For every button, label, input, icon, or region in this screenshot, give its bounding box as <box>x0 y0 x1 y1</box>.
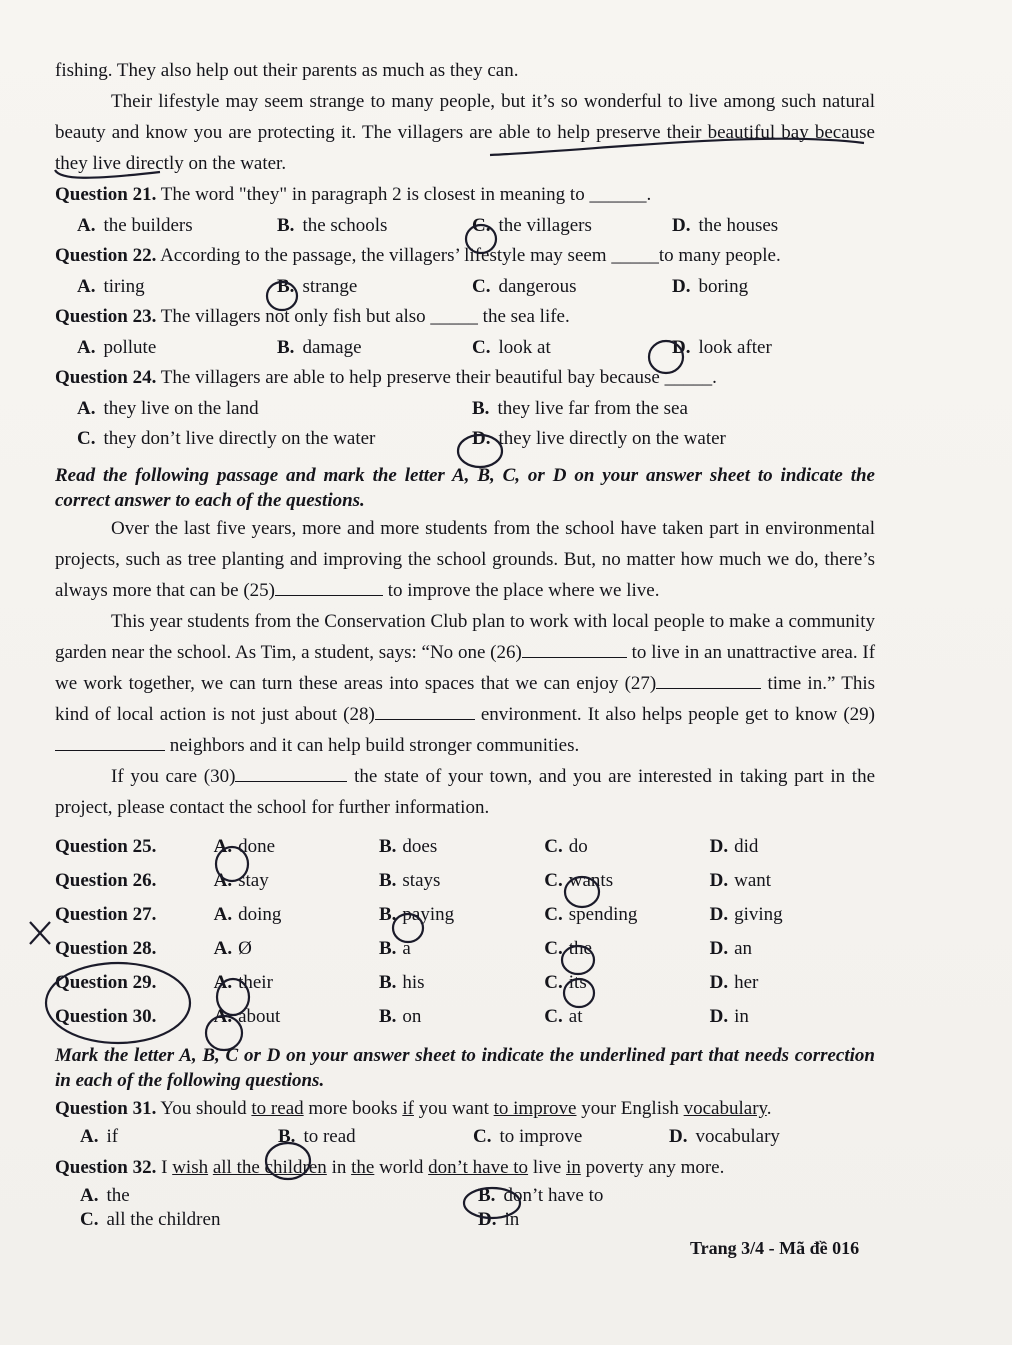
question-label: Question 24. <box>55 367 157 388</box>
question-label: Question 25. <box>55 835 157 857</box>
page-content <box>55 55 875 1231</box>
question-21 <box>55 179 875 240</box>
underlined-part: vocabulary <box>683 1098 767 1119</box>
option-d[interactable]: D. in <box>709 1005 749 1027</box>
blank-27[interactable] <box>656 670 761 689</box>
blank-30[interactable] <box>235 763 347 782</box>
question-label: Question 29. <box>55 971 157 993</box>
question-label: Question 28. <box>55 937 157 959</box>
option-a[interactable]: A. doing <box>213 903 282 925</box>
option-b[interactable]: B. his <box>378 971 425 993</box>
question-label: Question 30. <box>55 1005 157 1027</box>
grid-question-row <box>55 931 875 965</box>
question-text: The villagers are able to help preserve their beautiful bay because _____. <box>160 367 717 388</box>
grid-question-row <box>55 829 875 863</box>
option-c[interactable]: C. they don’t live directly on the water <box>77 427 376 449</box>
question-32: Question 32. I wish all the children in the world don’t have to live in poverty any more. A. the B. don’t have to C. all the children D. in <box>55 1152 875 1231</box>
option-b[interactable]: B. does <box>378 835 438 857</box>
option-d[interactable]: D. they live directly on the water <box>472 427 726 449</box>
question-text: According to the passage, the villagers’ lifestyle may seem _____to many people. <box>160 245 781 266</box>
option-b[interactable]: B. damage <box>277 336 362 358</box>
question-label: Question 22. <box>55 245 157 266</box>
option-c[interactable]: C. dangerous <box>472 275 577 297</box>
option-d[interactable]: D. boring <box>672 275 749 297</box>
question-label: Question 23. <box>55 306 157 327</box>
question-24 <box>55 362 875 453</box>
option-a[interactable]: A. about <box>213 1005 281 1027</box>
option-a[interactable]: A. if <box>80 1125 119 1147</box>
option-c[interactable]: C. do <box>544 835 588 857</box>
underlined-part: wish <box>172 1157 209 1178</box>
question-label: Question 27. <box>55 903 157 925</box>
passage-paragraph: Their lifestyle may seem strange to many people, but it’s so wonderful to live among such natural beauty and know you are protecting it. The villagers are able to help preserve their beautiful bay because they live directly on the water. <box>55 91 875 174</box>
option-a[interactable]: A. they live on the land <box>77 397 259 419</box>
option-d[interactable]: D. vocabulary <box>669 1125 780 1147</box>
option-b[interactable]: B. to read <box>278 1125 356 1147</box>
underlined-part: to read <box>251 1098 304 1119</box>
cloze-paragraph-2: This year students from the Conservation Club plan to work with local people to make a community garden near the school. As Tim, a student, says: “No one (26) to live in an unattractive area. If we work together, we can turn these areas into spaces that we can enjoy (27) time in.” This kind of local action is not just about (28) environment. It also helps people get to know (29) neighbors and it can help build stronger communities. <box>55 611 876 756</box>
option-b[interactable]: B. paying <box>378 903 455 925</box>
underlined-part: to improve <box>493 1098 577 1119</box>
blank-29[interactable] <box>55 732 165 751</box>
option-c[interactable]: C. the <box>544 937 592 959</box>
grid-question-row <box>55 965 875 999</box>
section-instruction: Mark the letter A, B, C or D on your answer sheet to indicate the underlined part that needs correction in each of the following questions. <box>55 1045 875 1091</box>
option-a[interactable]: A. Ø <box>213 937 252 959</box>
option-b[interactable]: B. the schools <box>277 214 388 236</box>
option-b[interactable]: B. they live far from the sea <box>472 397 688 419</box>
underlined-part: in <box>566 1157 581 1178</box>
option-a[interactable]: A. the <box>80 1184 130 1206</box>
question-31: Question 31. You should to read more books if you want to improve your English vocabulary. A. if B. to read C. to improve D. vocabulary <box>55 1093 875 1148</box>
section-instruction: Read the following passage and mark the letter A, B, C, or D on your answer sheet to indicate the correct answer to each of the questions. <box>55 465 875 511</box>
answer-grid <box>55 829 875 1033</box>
question-label: Question 21. <box>55 184 157 205</box>
question-text: The word "they" in paragraph 2 is closest in meaning to ______. <box>160 184 652 205</box>
option-d[interactable]: D. her <box>709 971 759 993</box>
underlined-part: if <box>402 1098 414 1119</box>
option-d[interactable]: D. an <box>709 937 753 959</box>
grid-question-row <box>55 897 875 931</box>
option-a[interactable]: A. their <box>213 971 273 993</box>
grid-question-row <box>55 863 875 897</box>
option-d[interactable]: D. the houses <box>672 214 779 236</box>
question-label: Question 32. <box>55 1157 157 1178</box>
page-footer: Trang 3/4 - Mã đề 016 <box>690 1238 860 1258</box>
option-c[interactable]: C. at <box>544 1005 583 1027</box>
option-a[interactable]: A. done <box>213 835 276 857</box>
option-c[interactable]: C. spending <box>544 903 638 925</box>
option-a[interactable]: A. stay <box>213 869 269 891</box>
option-c[interactable]: C. its <box>544 971 587 993</box>
passage-line: fishing. They also help out their parents as much as they can. <box>55 60 519 81</box>
question-23 <box>55 301 875 362</box>
blank-25[interactable] <box>275 577 383 596</box>
cloze-paragraph-1: Over the last five years, more and more students from the school have taken part in environmental projects, such as tree planting and improving the school grounds. But, no matter how much we do, there’s always more that can be (25) to improve the place where we live. <box>55 518 875 601</box>
option-d[interactable]: D. want <box>709 869 772 891</box>
option-c[interactable]: C. to improve <box>473 1125 583 1147</box>
underlined-part: don’t have to <box>428 1157 529 1178</box>
question-text: The villagers not only fish but also _____ the sea life. <box>160 306 570 327</box>
question-label: Question 26. <box>55 869 157 891</box>
option-d[interactable]: D. did <box>709 835 759 857</box>
question-label: Question 31. <box>55 1098 157 1119</box>
blank-28[interactable] <box>375 701 475 720</box>
option-d[interactable]: D. in <box>478 1208 520 1230</box>
cross-mark <box>30 922 50 944</box>
option-b[interactable]: B. strange <box>277 275 358 297</box>
option-b[interactable]: B. don’t have to <box>478 1184 604 1206</box>
option-d[interactable]: D. giving <box>709 903 783 925</box>
option-b[interactable]: B. a <box>378 937 411 959</box>
option-d[interactable]: D. look after <box>672 336 772 358</box>
underlined-part: the <box>351 1157 375 1178</box>
question-22 <box>55 240 875 301</box>
option-a[interactable]: A. the builders <box>77 214 193 236</box>
blank-26[interactable] <box>522 639 627 658</box>
option-b[interactable]: B. stays <box>378 869 441 891</box>
option-c[interactable]: C. all the children <box>80 1208 221 1230</box>
option-b[interactable]: B. on <box>378 1005 422 1027</box>
option-a[interactable]: A. tiring <box>77 275 145 297</box>
option-a[interactable]: A. pollute <box>77 336 157 358</box>
underlined-part: all the children <box>212 1157 327 1178</box>
option-c[interactable]: C. look at <box>472 336 551 358</box>
option-c[interactable]: C. the villagers <box>472 214 592 236</box>
cloze-paragraph-3: If you care (30) the state of your town, and you are interested in taking part in the project, please contact the school for further information. <box>55 761 875 823</box>
option-c[interactable]: C. wants <box>544 869 614 891</box>
grid-question-row <box>55 999 875 1033</box>
